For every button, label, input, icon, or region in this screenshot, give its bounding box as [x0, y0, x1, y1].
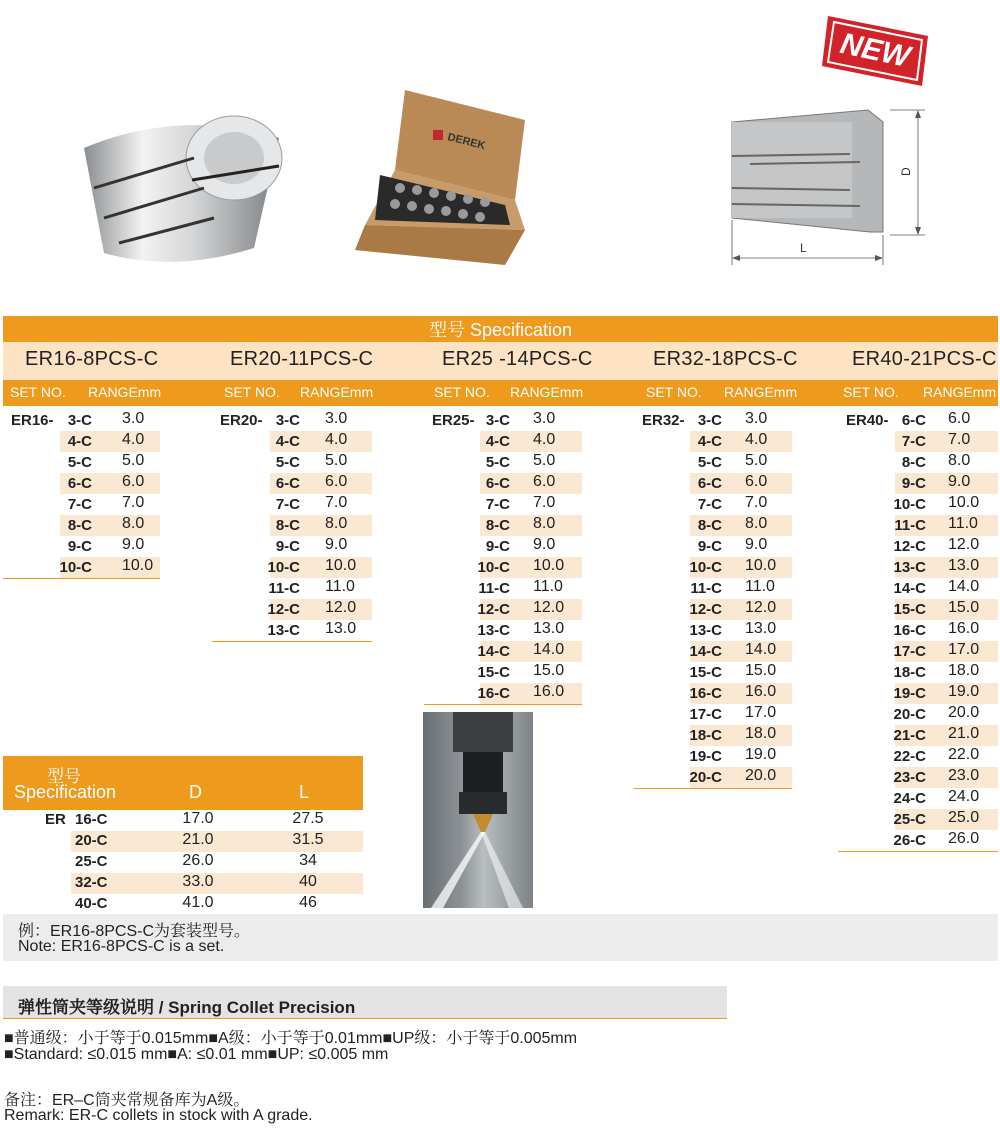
- dim-l-value: 40: [299, 873, 317, 890]
- set-no-code: 26-C: [893, 832, 926, 849]
- dim-code: 20-C: [75, 832, 108, 849]
- note-en: Note: ER16-8PCS-C is a set.: [18, 938, 225, 955]
- dimension-row: [3, 873, 363, 894]
- precision-en: ■Standard: ≤0.015 mm■A: ≤0.01 mm■UP: ≤0.005 mm: [4, 1046, 389, 1063]
- col-range: RANGEmm: [88, 384, 162, 400]
- dimension-row: [3, 894, 363, 915]
- range-value: 3.0: [122, 410, 145, 427]
- set-no-code: 8-C: [697, 517, 722, 534]
- set-no-code: 16-C: [689, 685, 722, 702]
- remark-cn: 备注：ER–C筒夹常规备库为A级。: [4, 1092, 250, 1109]
- range-value: 25.0: [948, 809, 980, 826]
- col-set-no: SET NO.: [224, 384, 280, 400]
- range-value: 15.0: [948, 599, 980, 616]
- remark-en: Remark: ER-C collets in stock with A grade.: [4, 1107, 313, 1124]
- dim-head-cn: 型号: [47, 767, 81, 786]
- set-no-code: 13-C: [477, 622, 510, 639]
- set-no-code: 12-C: [267, 601, 300, 618]
- set-no-code: 7-C: [485, 496, 510, 513]
- model-prefix: ER25-: [432, 412, 475, 429]
- set-no-code: 14-C: [893, 580, 926, 597]
- range-value: 6.0: [533, 473, 556, 490]
- dim-code: 16-C: [75, 811, 108, 828]
- set-no-code: 16-C: [893, 622, 926, 639]
- col-set-no: SET NO.: [843, 384, 899, 400]
- range-value: 13.0: [745, 620, 777, 637]
- set-no-code: 17-C: [893, 643, 926, 660]
- col-set-no: SET NO.: [434, 384, 490, 400]
- range-value: 7.0: [122, 494, 145, 511]
- model-name: ER40-21PCS-C: [852, 348, 997, 370]
- dim-l-value: 31.5: [292, 831, 324, 848]
- set-no-code: 7-C: [901, 433, 926, 450]
- collet-set-box: [355, 80, 535, 270]
- range-value: 6.0: [325, 473, 348, 490]
- set-no-code: 4-C: [67, 433, 92, 450]
- set-no-code: 12-C: [893, 538, 926, 555]
- set-no-code: 6-C: [901, 412, 926, 429]
- dim-head-d: D: [189, 782, 202, 802]
- new-badge-text: NEW: [837, 27, 913, 74]
- set-no-code: 5-C: [697, 454, 722, 471]
- range-value: 7.0: [533, 494, 556, 511]
- range-value: 3.0: [745, 410, 768, 427]
- note-cn: 例：ER16-8PCS-C为套装型号。: [18, 923, 251, 940]
- set-no-code: 10-C: [267, 559, 300, 576]
- set-no-code: 5-C: [485, 454, 510, 471]
- range-value: 15.0: [745, 662, 777, 679]
- set-no-code: 13-C: [689, 622, 722, 639]
- set-no-code: 22-C: [893, 748, 926, 765]
- range-value: 8.0: [948, 452, 971, 469]
- dim-d-value: 21.0: [182, 831, 214, 848]
- dim-l-value: 46: [299, 894, 317, 911]
- dimension-row: [3, 810, 363, 831]
- range-value: 4.0: [745, 431, 768, 448]
- set-no-code: 24-C: [893, 790, 926, 807]
- range-value: 6.0: [948, 410, 971, 427]
- collet-photo: [74, 108, 284, 268]
- set-no-code: 6-C: [275, 475, 300, 492]
- range-value: 11.0: [325, 578, 355, 595]
- dim-l-value: 34: [299, 852, 317, 869]
- set-no-code: 11-C: [268, 580, 300, 597]
- set-no-code: 10-C: [477, 559, 510, 576]
- range-value: 16.0: [948, 620, 980, 637]
- range-value: 8.0: [745, 515, 768, 532]
- set-no-code: 23-C: [893, 769, 926, 786]
- range-value: 23.0: [948, 767, 980, 784]
- set-no-code: 6-C: [697, 475, 722, 492]
- range-value: 10.0: [533, 557, 565, 574]
- range-value: 7.0: [948, 431, 971, 448]
- set-no-code: 10-C: [893, 496, 926, 513]
- set-no-code: 12-C: [689, 601, 722, 618]
- range-value: 4.0: [122, 431, 145, 448]
- model-prefix: ER16-: [11, 412, 54, 429]
- set-no-code: 11-C: [478, 580, 510, 597]
- precision-cn: ■普通级：小于等于0.015mm■A级：小于等于0.01mm■UP级：小于等于0.005mm: [4, 1030, 578, 1047]
- box-brand-text: DEREK: [446, 131, 487, 153]
- set-no-code: 9-C: [485, 538, 510, 555]
- diagram-d-label: D: [899, 167, 913, 176]
- set-no-code: 12-C: [477, 601, 510, 618]
- set-no-code: 8-C: [275, 517, 300, 534]
- dimension-row: [3, 831, 363, 852]
- spec-header: 型号 Specification: [3, 316, 998, 342]
- range-value: 15.0: [533, 662, 565, 679]
- range-value: 20.0: [948, 704, 980, 721]
- col-set-no: SET NO.: [10, 384, 66, 400]
- set-no-code: 20-C: [689, 769, 722, 786]
- range-value: 17.0: [745, 704, 777, 721]
- set-no-code: 7-C: [697, 496, 722, 513]
- set-no-code: 18-C: [893, 664, 926, 681]
- set-no-code: 17-C: [689, 706, 722, 723]
- range-value: 13.0: [533, 620, 565, 637]
- range-value: 5.0: [325, 452, 348, 469]
- set-no-code: 18-C: [689, 727, 722, 744]
- set-no-code: 9-C: [697, 538, 722, 555]
- set-no-code: 16-C: [477, 685, 510, 702]
- range-value: 13.0: [948, 557, 980, 574]
- model-prefix: ER32-: [642, 412, 685, 429]
- range-value: 22.0: [948, 746, 980, 763]
- set-no-code: 7-C: [275, 496, 300, 513]
- range-value: 21.0: [948, 725, 980, 742]
- range-value: 7.0: [745, 494, 768, 511]
- dim-d-value: 41.0: [182, 894, 214, 911]
- set-no-code: 21-C: [893, 727, 926, 744]
- collet-dimension-diagram: [720, 100, 930, 270]
- set-no-code: 6-C: [67, 475, 92, 492]
- set-no-code: 8-C: [485, 517, 510, 534]
- range-value: 24.0: [948, 788, 980, 805]
- set-no-code: 4-C: [275, 433, 300, 450]
- set-no-code: 5-C: [275, 454, 300, 471]
- set-no-code: 11-C: [894, 517, 926, 534]
- range-value: 8.0: [325, 515, 348, 532]
- range-value: 16.0: [745, 683, 777, 700]
- range-value: 8.0: [533, 515, 556, 532]
- range-value: 8.0: [122, 515, 145, 532]
- set-no-code: 4-C: [697, 433, 722, 450]
- range-value: 10.0: [325, 557, 357, 574]
- range-value: 13.0: [325, 620, 357, 637]
- range-value: 3.0: [533, 410, 556, 427]
- range-value: 19.0: [745, 746, 777, 763]
- range-value: 7.0: [325, 494, 348, 511]
- set-no-code: 15-C: [893, 601, 926, 618]
- set-no-code: 6-C: [485, 475, 510, 492]
- set-no-code: 9-C: [901, 475, 926, 492]
- set-no-code: 5-C: [67, 454, 92, 471]
- set-no-code: 11-C: [690, 580, 722, 597]
- range-value: 10.0: [948, 494, 980, 511]
- set-no-code: 10-C: [689, 559, 722, 576]
- set-no-code: 14-C: [477, 643, 510, 660]
- set-no-code: 3-C: [275, 412, 300, 429]
- range-value: 16.0: [533, 683, 565, 700]
- set-no-code: 10-C: [59, 559, 92, 576]
- col-range: RANGEmm: [724, 384, 798, 400]
- range-value: 10.0: [745, 557, 777, 574]
- dim-prefix: ER: [45, 811, 66, 828]
- column-underline: [634, 788, 792, 789]
- col-range: RANGEmm: [923, 384, 997, 400]
- model-prefix: ER20-: [220, 412, 263, 429]
- dimension-row: [3, 852, 363, 873]
- model-prefix: ER40-: [846, 412, 889, 429]
- set-no-code: 20-C: [893, 706, 926, 723]
- model-name: ER25 -14PCS-C: [442, 348, 593, 370]
- model-name: ER20-11PCS-C: [230, 348, 374, 370]
- col-range: RANGEmm: [510, 384, 584, 400]
- range-value: 9.0: [325, 536, 348, 553]
- set-no-code: 25-C: [893, 811, 926, 828]
- range-value: 9.0: [745, 536, 768, 553]
- range-value: 11.0: [533, 578, 563, 595]
- col-range: RANGEmm: [300, 384, 374, 400]
- dim-l-value: 27.5: [292, 810, 324, 827]
- range-value: 26.0: [948, 830, 980, 847]
- column-underline: [424, 704, 582, 705]
- range-value: 4.0: [533, 431, 556, 448]
- range-value: 10.0: [122, 557, 154, 574]
- range-value: 3.0: [325, 410, 348, 427]
- column-underline: [212, 641, 372, 642]
- new-badge: [818, 10, 934, 90]
- dim-d-value: 17.0: [182, 810, 214, 827]
- set-no-code: 14-C: [689, 643, 722, 660]
- set-no-code: 4-C: [485, 433, 510, 450]
- model-name: ER32-18PCS-C: [653, 348, 798, 370]
- range-value: 5.0: [122, 452, 145, 469]
- range-value: 12.0: [745, 599, 777, 616]
- range-value: 14.0: [745, 641, 777, 658]
- range-value: 14.0: [533, 641, 565, 658]
- dim-head-en: Specification: [14, 782, 117, 802]
- dim-code: 32-C: [75, 874, 108, 891]
- range-value: 9.0: [122, 536, 145, 553]
- range-value: 20.0: [745, 767, 777, 784]
- range-value: 14.0: [948, 578, 980, 595]
- dim-code: 40-C: [75, 895, 108, 912]
- dim-d-value: 26.0: [182, 852, 214, 869]
- range-value: 6.0: [122, 473, 145, 490]
- range-value: 4.0: [325, 431, 348, 448]
- column-underline: [3, 578, 160, 579]
- diagram-l-label: L: [800, 241, 807, 255]
- range-value: 11.0: [948, 515, 978, 532]
- range-value: 19.0: [948, 683, 980, 700]
- range-value: 12.0: [533, 599, 565, 616]
- range-value: 9.0: [948, 473, 971, 490]
- column-underline: [838, 851, 998, 852]
- dimension-table-header: [3, 756, 363, 810]
- range-value: 18.0: [745, 725, 777, 742]
- range-value: 18.0: [948, 662, 980, 679]
- set-no-code: 8-C: [901, 454, 926, 471]
- set-no-code: 9-C: [275, 538, 300, 555]
- dim-head-l: L: [299, 782, 310, 802]
- range-value: 6.0: [745, 473, 768, 490]
- precision-title: 弹性筒夹等级说明 / Spring Collet Precision: [18, 998, 356, 1017]
- precision-divider: [3, 1018, 727, 1019]
- range-value: 17.0: [948, 641, 980, 658]
- set-no-code: 8-C: [67, 517, 92, 534]
- col-set-no: SET NO.: [646, 384, 702, 400]
- range-value: 5.0: [533, 452, 556, 469]
- range-value: 12.0: [325, 599, 357, 616]
- dim-d-value: 33.0: [182, 873, 214, 890]
- set-no-code: 19-C: [689, 748, 722, 765]
- range-value: 12.0: [948, 536, 980, 553]
- set-no-code: 3-C: [485, 412, 510, 429]
- range-value: 11.0: [745, 578, 775, 595]
- set-no-code: 15-C: [689, 664, 722, 681]
- model-name: ER16-8PCS-C: [25, 348, 159, 370]
- set-no-code: 13-C: [893, 559, 926, 576]
- range-value: 9.0: [533, 536, 556, 553]
- dim-code: 25-C: [75, 853, 108, 870]
- set-no-code: 13-C: [267, 622, 300, 639]
- set-no-code: 9-C: [67, 538, 92, 555]
- set-no-code: 3-C: [697, 412, 722, 429]
- set-no-code: 15-C: [477, 664, 510, 681]
- set-no-code: 19-C: [893, 685, 926, 702]
- range-value: 5.0: [745, 452, 768, 469]
- set-no-code: 7-C: [67, 496, 92, 513]
- machining-photo: [423, 712, 533, 908]
- set-no-code: 3-C: [67, 412, 92, 429]
